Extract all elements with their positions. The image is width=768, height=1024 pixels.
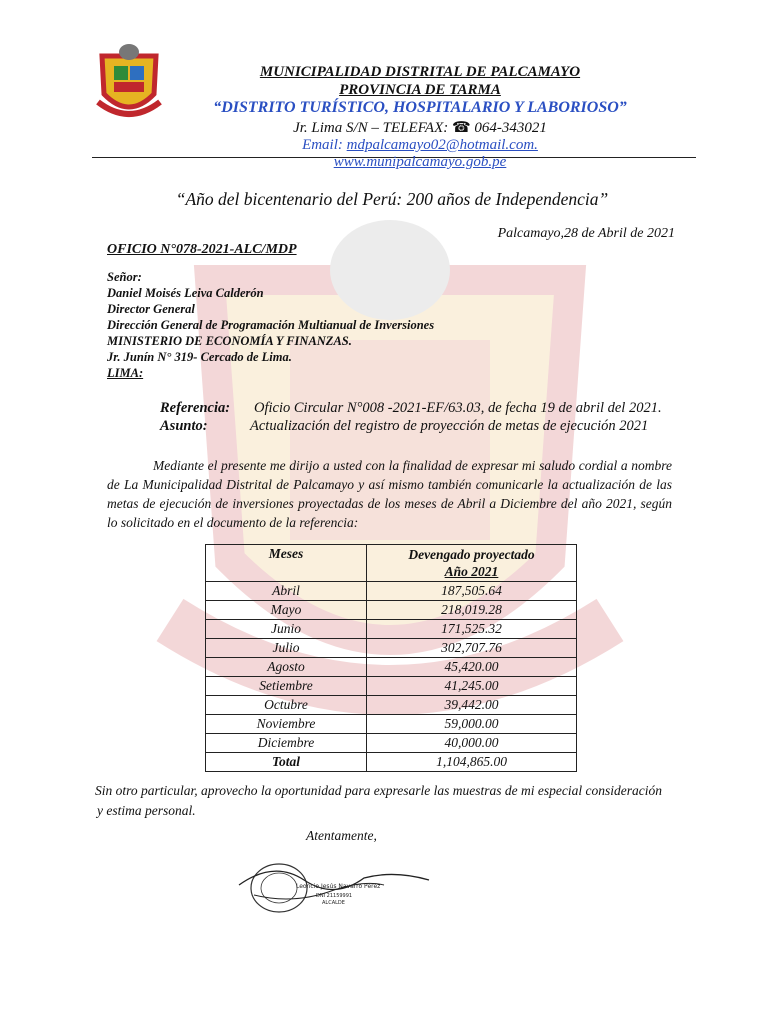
recipient-city: LIMA: [107, 366, 144, 380]
month-cell: Abril [206, 582, 367, 601]
month-cell: Mayo [206, 601, 367, 620]
month-cell: Agosto [206, 658, 367, 677]
table-row [206, 734, 577, 753]
body-paragraph: Mediante el presente me dirijo a usted con la finalidad de expresar mi saludo cordial a nombre de La Municipalidad Distrital de Palcamayo y así mismo también comunicarle la actualización de las metas de ejecución de inversiones proyectadas de los meses de Abril a Diciembre del año 2021, según lo solicitado en el documento de la referencia: [107, 458, 672, 530]
month-cell: Junio [206, 620, 367, 639]
stamp-role: ALCALDE [322, 900, 345, 906]
phone-number: 064-343021 [474, 120, 547, 136]
amount-cell: 41,245.00 [367, 677, 577, 696]
table-row [206, 696, 577, 715]
letter-date: Palcamayo,28 de Abril de 2021 [497, 226, 675, 241]
header-website [170, 154, 670, 171]
month-cell: Julio [206, 639, 367, 658]
table-row [206, 582, 577, 601]
email-label: Email: [302, 137, 343, 153]
table-row [206, 715, 577, 734]
subject-label: Asunto: [160, 418, 208, 434]
amount-cell: 218,019.28 [367, 601, 577, 620]
recipient-office: Dirección General de Programación Multianual de Inversiones [107, 318, 435, 332]
header-amount-line1: Devengado proyectado [408, 547, 535, 562]
amount-cell: 39,442.00 [367, 696, 577, 715]
month-cell: Octubre [206, 696, 367, 715]
phone-icon: ☎ [451, 120, 471, 136]
stamp-dni: DNI 21159991 [316, 893, 353, 899]
header-address [170, 118, 670, 137]
amount-cell: 187,505.64 [367, 582, 577, 601]
month-cell: Setiembre [206, 677, 367, 696]
stamp-name: Leoncio Jesús Navarro Perez [296, 883, 381, 890]
amount-cell: 40,000.00 [367, 734, 577, 753]
signature-stamp-image [234, 850, 434, 920]
recipient-salutation: Señor: [107, 270, 142, 284]
recipient-title: Director General [107, 302, 195, 316]
reference-text: Oficio Circular N°008 -2021-EF/63.03, de fecha 19 de abril del 2021. [254, 400, 662, 416]
recipient-ministry: MINISTERIO DE ECONOMÍA Y FINANZAS. [107, 334, 352, 348]
email-link[interactable]: mdpalcamayo02@hotmail.com. [346, 137, 538, 153]
reference-label: Referencia: [160, 400, 231, 416]
month-cell: Noviembre [206, 715, 367, 734]
oficio-number: OFICIO N°078-2021-ALC/MDP [107, 242, 297, 257]
closing-line-1: Sin otro particular, aprovecho la oportunidad para expresarle las muestras de mi especial consideración [95, 783, 662, 798]
header-motto: “DISTRITO TURÍSTICO, HOSPITALARIO Y LABORIOSO” [213, 99, 627, 116]
subject-text: Actualización del registro de proyección de metas de ejecución 2021 [250, 418, 649, 434]
recipient-name: Daniel Moisés Leiva Calderón [107, 286, 264, 300]
table-row [206, 620, 577, 639]
amount-cell: 59,000.00 [367, 715, 577, 734]
website-link[interactable]: www.munipalcamayo.gob.pe [333, 154, 507, 170]
amount-cell: 45,420.00 [367, 658, 577, 677]
total-amount: 1,104,865.00 [367, 753, 577, 772]
table-total-row [206, 753, 577, 772]
amount-cell: 171,525.32 [367, 620, 577, 639]
header-province: PROVINCIA DE TARMA [339, 82, 501, 98]
recipient-address: Jr. Junín N° 319- Cercado de Lima. [107, 350, 292, 364]
projection-table [205, 544, 577, 772]
municipal-crest-logo [96, 42, 162, 124]
table-row [206, 639, 577, 658]
month-cell: Diciembre [206, 734, 367, 753]
table-row [206, 658, 577, 677]
header-municipality: MUNICIPALIDAD DISTRITAL DE PALCAMAYO [259, 64, 581, 80]
closing-paragraph [95, 781, 675, 821]
table-header-row [206, 545, 577, 582]
closing-line-2: y estima personal. [97, 803, 196, 818]
year-title: “Año del bicentenario del Perú: 200 años de Independencia” [175, 189, 609, 209]
header-amount-line2: Año 2021 [444, 564, 499, 579]
header-months: Meses [206, 545, 367, 582]
address-text: Jr. Lima S/N – TELEFAX: [293, 120, 449, 136]
total-label: Total [206, 753, 367, 772]
amount-cell: 302,707.76 [367, 639, 577, 658]
table-row [206, 601, 577, 620]
signoff: Atentamente, [306, 828, 377, 843]
header-amount [367, 545, 577, 582]
table-row [206, 677, 577, 696]
header-email [170, 137, 670, 154]
